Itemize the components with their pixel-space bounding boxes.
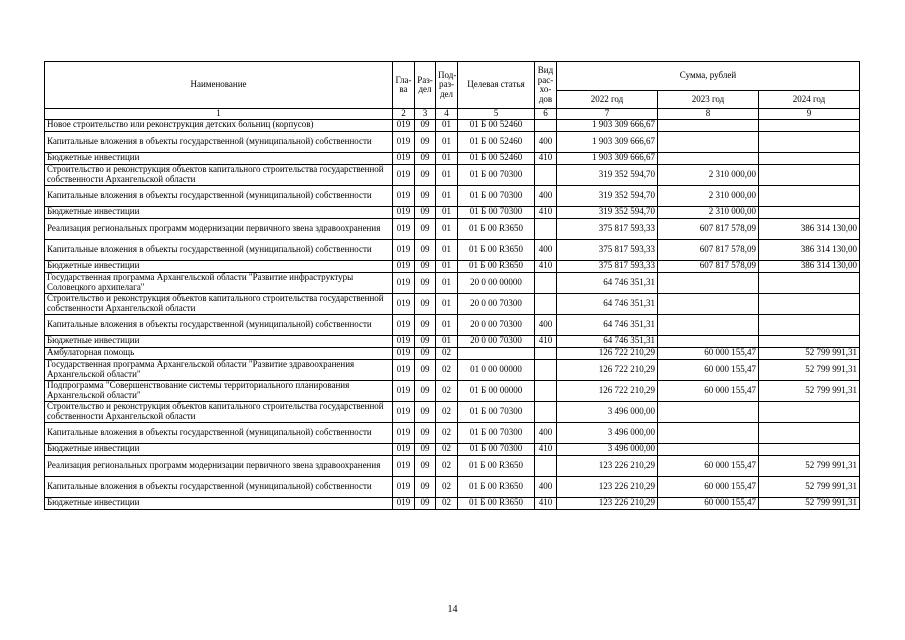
row-amount-2023-cell xyxy=(658,272,759,293)
row-amount-2022-cell: 123 226 210,29 xyxy=(557,455,658,476)
row-subsection-cell: 02 xyxy=(436,359,458,380)
table-row xyxy=(45,443,860,455)
row-subsection-cell: 02 xyxy=(436,455,458,476)
table-row xyxy=(45,359,860,380)
row-subsection-cell: 01 xyxy=(436,293,458,314)
row-exp-type-cell: 410 xyxy=(535,443,557,455)
table-row xyxy=(45,455,860,476)
col-number: 8 xyxy=(658,109,759,120)
row-chapter-cell: 019 xyxy=(393,185,415,206)
row-amount-2023-cell: 607 817 578,09 xyxy=(658,239,759,260)
table-row xyxy=(45,119,860,131)
row-exp-type-cell xyxy=(535,119,557,131)
row-exp-type-cell xyxy=(535,218,557,239)
table-row xyxy=(45,185,860,206)
row-subsection-cell: 02 xyxy=(436,380,458,401)
row-exp-type-cell xyxy=(535,164,557,185)
row-subsection-cell: 02 xyxy=(436,401,458,422)
row-section-cell: 09 xyxy=(415,218,436,239)
table-row xyxy=(45,476,860,497)
row-chapter-cell: 019 xyxy=(393,239,415,260)
row-section-cell: 09 xyxy=(415,497,436,509)
row-target-cell: 01 Б 00 R3650 xyxy=(458,239,535,260)
row-chapter-cell: 019 xyxy=(393,497,415,509)
row-name-cell: Бюджетные инвестиции xyxy=(45,260,393,272)
col-header-sum: Сумма, рублей xyxy=(557,62,860,91)
row-amount-2023-cell: 60 000 155,47 xyxy=(658,455,759,476)
row-exp-type-cell: 400 xyxy=(535,422,557,443)
row-section-cell: 09 xyxy=(415,359,436,380)
row-amount-2024-cell: 386 314 130,00 xyxy=(759,260,860,272)
row-amount-2024-cell xyxy=(759,335,860,347)
row-target-cell: 01 Б 00 52460 xyxy=(458,152,535,164)
row-section-cell: 09 xyxy=(415,239,436,260)
col-header-year-2023: 2023 год xyxy=(658,91,759,109)
row-amount-2023-cell: 60 000 155,47 xyxy=(658,347,759,359)
row-chapter-cell: 019 xyxy=(393,260,415,272)
row-chapter-cell: 019 xyxy=(393,293,415,314)
row-exp-type-cell xyxy=(535,455,557,476)
row-subsection-cell: 01 xyxy=(436,218,458,239)
row-section-cell: 09 xyxy=(415,335,436,347)
row-name-cell: Амбулаторная помощь xyxy=(45,347,393,359)
row-amount-2023-cell xyxy=(658,443,759,455)
row-target-cell: 01 Б 00 52460 xyxy=(458,131,535,152)
table-row xyxy=(45,239,860,260)
row-amount-2024-cell xyxy=(759,185,860,206)
row-amount-2022-cell: 126 722 210,29 xyxy=(557,347,658,359)
row-target-cell: 01 Б 00 70300 xyxy=(458,443,535,455)
row-target-cell xyxy=(458,347,535,359)
row-chapter-cell: 019 xyxy=(393,218,415,239)
row-exp-type-cell: 400 xyxy=(535,476,557,497)
row-amount-2022-cell: 64 746 351,31 xyxy=(557,335,658,347)
row-section-cell: 09 xyxy=(415,293,436,314)
row-section-cell: 09 xyxy=(415,347,436,359)
row-amount-2022-cell: 375 817 593,33 xyxy=(557,239,658,260)
row-amount-2022-cell: 123 226 210,29 xyxy=(557,476,658,497)
row-amount-2022-cell: 64 746 351,31 xyxy=(557,272,658,293)
row-section-cell: 09 xyxy=(415,131,436,152)
table-row xyxy=(45,347,860,359)
col-number: 9 xyxy=(759,109,860,120)
table-row xyxy=(45,422,860,443)
row-amount-2022-cell: 1 903 309 666,67 xyxy=(557,119,658,131)
row-amount-2022-cell: 3 496 000,00 xyxy=(557,443,658,455)
col-header-year-2024: 2024 год xyxy=(759,91,860,109)
col-number: 3 xyxy=(415,109,436,120)
row-amount-2024-cell xyxy=(759,152,860,164)
row-name-cell: Капитальные вложения в объекты государственной (муниципальной) собственности xyxy=(45,131,393,152)
table-row xyxy=(45,401,860,422)
row-target-cell: 01 Б 00 R3650 xyxy=(458,260,535,272)
row-target-cell: 20 0 00 00000 xyxy=(458,272,535,293)
row-target-cell: 01 Б 00 R3650 xyxy=(458,455,535,476)
page-number: 14 xyxy=(447,604,458,615)
row-amount-2023-cell: 60 000 155,47 xyxy=(658,476,759,497)
row-name-cell: Строительство и реконструкция объектов капитального строительства государственной собственности Архангельской области xyxy=(45,164,393,185)
row-section-cell: 09 xyxy=(415,206,436,218)
row-exp-type-cell xyxy=(535,401,557,422)
table-row xyxy=(45,314,860,335)
row-name-cell: Бюджетные инвестиции xyxy=(45,443,393,455)
row-name-cell: Новое строительство или реконструкция детских больниц (корпусов) xyxy=(45,119,393,131)
row-chapter-cell: 019 xyxy=(393,380,415,401)
row-target-cell: 20 0 00 70300 xyxy=(458,293,535,314)
row-exp-type-cell xyxy=(535,347,557,359)
row-subsection-cell: 02 xyxy=(436,443,458,455)
row-name-cell: Капитальные вложения в объекты государственной (муниципальной) собственности xyxy=(45,314,393,335)
row-chapter-cell: 019 xyxy=(393,347,415,359)
row-amount-2024-cell: 52 799 991,31 xyxy=(759,347,860,359)
row-section-cell: 09 xyxy=(415,260,436,272)
row-section-cell: 09 xyxy=(415,272,436,293)
row-exp-type-cell xyxy=(535,293,557,314)
row-amount-2024-cell xyxy=(759,314,860,335)
row-section-cell: 09 xyxy=(415,164,436,185)
row-name-cell: Реализация региональных программ модернизации первичного звена здравоохранения xyxy=(45,218,393,239)
row-amount-2023-cell xyxy=(658,293,759,314)
row-target-cell: 20 0 00 70300 xyxy=(458,314,535,335)
row-amount-2024-cell: 52 799 991,31 xyxy=(759,476,860,497)
row-subsection-cell: 01 xyxy=(436,314,458,335)
row-chapter-cell: 019 xyxy=(393,476,415,497)
row-exp-type-cell: 410 xyxy=(535,497,557,509)
row-amount-2024-cell xyxy=(759,293,860,314)
row-chapter-cell: 019 xyxy=(393,401,415,422)
col-number: 7 xyxy=(557,109,658,120)
row-name-cell: Бюджетные инвестиции xyxy=(45,497,393,509)
row-subsection-cell: 02 xyxy=(436,497,458,509)
row-subsection-cell: 01 xyxy=(436,185,458,206)
row-name-cell: Капитальные вложения в объекты государственной (муниципальной) собственности xyxy=(45,185,393,206)
row-amount-2024-cell xyxy=(759,422,860,443)
row-subsection-cell: 02 xyxy=(436,347,458,359)
row-amount-2024-cell: 52 799 991,31 xyxy=(759,497,860,509)
row-target-cell: 01 Б 00 00000 xyxy=(458,380,535,401)
row-amount-2023-cell: 2 310 000,00 xyxy=(658,185,759,206)
row-subsection-cell: 02 xyxy=(436,476,458,497)
row-section-cell: 09 xyxy=(415,422,436,443)
row-chapter-cell: 019 xyxy=(393,335,415,347)
col-header-subsection: Под-раз-дел xyxy=(436,62,458,109)
table-row xyxy=(45,218,860,239)
col-number: 1 xyxy=(45,109,393,120)
row-chapter-cell: 019 xyxy=(393,359,415,380)
row-exp-type-cell xyxy=(535,380,557,401)
col-header-chapter: Гла-ва xyxy=(393,62,415,109)
row-chapter-cell: 019 xyxy=(393,164,415,185)
row-amount-2022-cell: 126 722 210,29 xyxy=(557,359,658,380)
row-amount-2024-cell xyxy=(759,206,860,218)
row-amount-2022-cell: 319 352 594,70 xyxy=(557,206,658,218)
row-name-cell: Государственная программа Архангельской области "Развитие здравоохранения Архангельской области" xyxy=(45,359,393,380)
col-number: 6 xyxy=(535,109,557,120)
row-subsection-cell: 01 xyxy=(436,206,458,218)
row-target-cell: 01 Б 00 70300 xyxy=(458,164,535,185)
row-target-cell: 01 Б 00 70300 xyxy=(458,206,535,218)
row-section-cell: 09 xyxy=(415,314,436,335)
row-amount-2024-cell: 52 799 991,31 xyxy=(759,455,860,476)
row-amount-2023-cell: 60 000 155,47 xyxy=(658,497,759,509)
row-chapter-cell: 019 xyxy=(393,131,415,152)
row-chapter-cell: 019 xyxy=(393,206,415,218)
row-section-cell: 09 xyxy=(415,476,436,497)
row-exp-type-cell xyxy=(535,359,557,380)
row-section-cell: 09 xyxy=(415,455,436,476)
row-amount-2022-cell: 123 226 210,29 xyxy=(557,497,658,509)
row-amount-2022-cell: 375 817 593,33 xyxy=(557,260,658,272)
row-amount-2023-cell xyxy=(658,131,759,152)
row-amount-2024-cell: 386 314 130,00 xyxy=(759,239,860,260)
row-exp-type-cell: 400 xyxy=(535,314,557,335)
row-section-cell: 09 xyxy=(415,443,436,455)
table-row xyxy=(45,152,860,164)
row-exp-type-cell: 410 xyxy=(535,206,557,218)
row-amount-2023-cell: 60 000 155,47 xyxy=(658,359,759,380)
row-exp-type-cell: 400 xyxy=(535,185,557,206)
row-chapter-cell: 019 xyxy=(393,422,415,443)
row-amount-2022-cell: 319 352 594,70 xyxy=(557,185,658,206)
row-amount-2024-cell xyxy=(759,401,860,422)
row-name-cell: Подпрограмма "Совершенствование системы территориального планирования Архангельской области" xyxy=(45,380,393,401)
row-amount-2024-cell xyxy=(759,131,860,152)
col-header-name: Наименование xyxy=(45,62,393,109)
row-target-cell: 20 0 00 70300 xyxy=(458,335,535,347)
row-subsection-cell: 01 xyxy=(436,131,458,152)
row-section-cell: 09 xyxy=(415,380,436,401)
row-amount-2023-cell xyxy=(658,314,759,335)
row-target-cell: 01 Б 00 70300 xyxy=(458,401,535,422)
row-amount-2023-cell xyxy=(658,422,759,443)
table-body xyxy=(45,119,860,509)
row-name-cell: Капитальные вложения в объекты государственной (муниципальной) собственности xyxy=(45,422,393,443)
row-section-cell: 09 xyxy=(415,401,436,422)
col-header-year-2022: 2022 год xyxy=(557,91,658,109)
table-row xyxy=(45,131,860,152)
row-amount-2022-cell: 64 746 351,31 xyxy=(557,293,658,314)
table-row xyxy=(45,272,860,293)
row-name-cell: Бюджетные инвестиции xyxy=(45,152,393,164)
row-amount-2023-cell: 607 817 578,09 xyxy=(658,260,759,272)
row-chapter-cell: 019 xyxy=(393,455,415,476)
row-amount-2022-cell: 64 746 351,31 xyxy=(557,314,658,335)
row-amount-2024-cell: 386 314 130,00 xyxy=(759,218,860,239)
row-chapter-cell: 019 xyxy=(393,152,415,164)
row-amount-2024-cell: 52 799 991,31 xyxy=(759,380,860,401)
row-subsection-cell: 01 xyxy=(436,272,458,293)
row-amount-2022-cell: 126 722 210,29 xyxy=(557,380,658,401)
row-amount-2024-cell: 52 799 991,31 xyxy=(759,359,860,380)
table-row xyxy=(45,164,860,185)
table-row xyxy=(45,293,860,314)
row-subsection-cell: 01 xyxy=(436,260,458,272)
row-amount-2024-cell xyxy=(759,119,860,131)
row-amount-2022-cell: 375 817 593,33 xyxy=(557,218,658,239)
budget-table xyxy=(44,61,860,510)
row-amount-2022-cell: 3 496 000,00 xyxy=(557,401,658,422)
row-amount-2022-cell: 3 496 000,00 xyxy=(557,422,658,443)
row-subsection-cell: 01 xyxy=(436,164,458,185)
row-exp-type-cell: 400 xyxy=(535,131,557,152)
row-chapter-cell: 019 xyxy=(393,272,415,293)
row-amount-2023-cell: 607 817 578,09 xyxy=(658,218,759,239)
row-section-cell: 09 xyxy=(415,185,436,206)
row-name-cell: Строительство и реконструкция объектов капитального строительства государственной собственности Архангельской области xyxy=(45,293,393,314)
row-name-cell: Бюджетные инвестиции xyxy=(45,206,393,218)
row-name-cell: Капитальные вложения в объекты государственной (муниципальной) собственности xyxy=(45,239,393,260)
row-amount-2023-cell xyxy=(658,335,759,347)
row-target-cell: 01 Б 00 70300 xyxy=(458,422,535,443)
row-section-cell: 09 xyxy=(415,119,436,131)
row-name-cell: Государственная программа Архангельской области "Развитие инфраструктуры Соловецкого архипелага" xyxy=(45,272,393,293)
row-target-cell: 01 Б 00 R3650 xyxy=(458,476,535,497)
row-amount-2023-cell: 60 000 155,47 xyxy=(658,380,759,401)
row-target-cell: 01 Б 00 70300 xyxy=(458,185,535,206)
row-target-cell: 01 Б 00 R3650 xyxy=(458,218,535,239)
table-row xyxy=(45,335,860,347)
table-row xyxy=(45,380,860,401)
row-target-cell: 01 0 00 00000 xyxy=(458,359,535,380)
row-amount-2022-cell: 1 903 309 666,67 xyxy=(557,152,658,164)
col-header-target: Целевая статья xyxy=(458,62,535,109)
row-subsection-cell: 01 xyxy=(436,152,458,164)
row-name-cell: Строительство и реконструкция объектов капитального строительства государственной собственности Архангельской области xyxy=(45,401,393,422)
row-subsection-cell: 01 xyxy=(436,239,458,260)
row-amount-2022-cell: 319 352 594,70 xyxy=(557,164,658,185)
col-number: 4 xyxy=(436,109,458,120)
row-amount-2024-cell xyxy=(759,272,860,293)
row-amount-2024-cell xyxy=(759,443,860,455)
table-row xyxy=(45,260,860,272)
row-target-cell: 01 Б 00 R3650 xyxy=(458,497,535,509)
row-amount-2024-cell xyxy=(759,164,860,185)
row-section-cell: 09 xyxy=(415,152,436,164)
row-amount-2023-cell: 2 310 000,00 xyxy=(658,164,759,185)
row-subsection-cell: 02 xyxy=(436,422,458,443)
row-name-cell: Капитальные вложения в объекты государственной (муниципальной) собственности xyxy=(45,476,393,497)
table-row xyxy=(45,497,860,509)
row-name-cell: Реализация региональных программ модернизации первичного звена здравоохранения xyxy=(45,455,393,476)
row-exp-type-cell: 410 xyxy=(535,260,557,272)
row-exp-type-cell xyxy=(535,272,557,293)
row-target-cell: 01 Б 00 52460 xyxy=(458,119,535,131)
row-exp-type-cell: 410 xyxy=(535,335,557,347)
row-subsection-cell: 01 xyxy=(436,335,458,347)
row-chapter-cell: 019 xyxy=(393,119,415,131)
row-subsection-cell: 01 xyxy=(436,119,458,131)
row-amount-2023-cell xyxy=(658,401,759,422)
row-amount-2023-cell: 2 310 000,00 xyxy=(658,206,759,218)
column-number-row xyxy=(45,109,860,120)
table-row xyxy=(45,206,860,218)
col-header-section: Раз-дел xyxy=(415,62,436,109)
row-amount-2023-cell xyxy=(658,119,759,131)
row-exp-type-cell: 410 xyxy=(535,152,557,164)
row-amount-2023-cell xyxy=(658,152,759,164)
col-number: 5 xyxy=(458,109,535,120)
row-amount-2022-cell: 1 903 309 666,67 xyxy=(557,131,658,152)
col-number: 2 xyxy=(393,109,415,120)
row-exp-type-cell: 400 xyxy=(535,239,557,260)
row-chapter-cell: 019 xyxy=(393,443,415,455)
row-name-cell: Бюджетные инвестиции xyxy=(45,335,393,347)
row-chapter-cell: 019 xyxy=(393,314,415,335)
col-header-exp-type: Вид рас-хо-дов xyxy=(535,62,557,109)
